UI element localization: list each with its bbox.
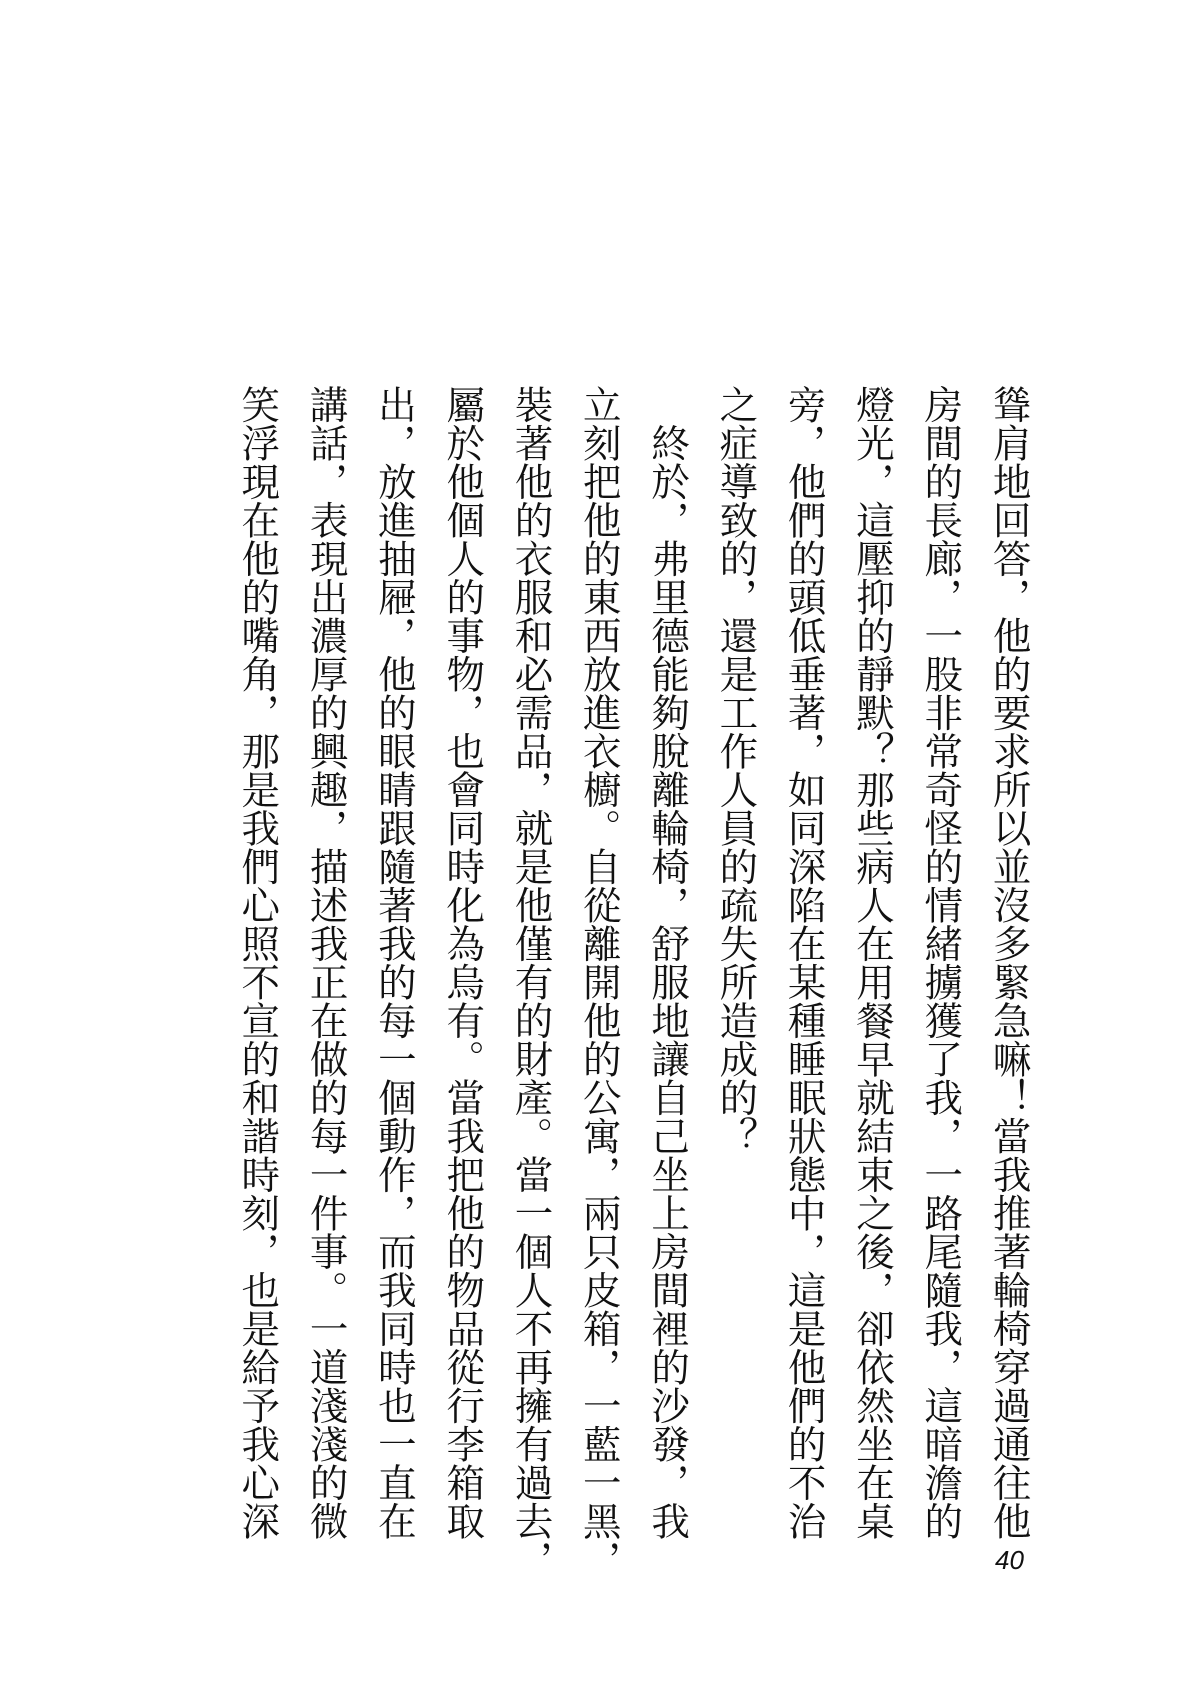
text-column: 笑浮現在他的嘴角，那是我們心照不宣的和諧時刻，也是給予我心深 [235,385,281,1540]
text-column: 立刻把他的東西放進衣櫥。自從離開他的公寓，兩只皮箱，一藍一黑， [576,385,622,1579]
text-column: 聳肩地回答，他的要求所以並沒多緊急嘛！當我推著輪椅穿過通往他 [986,385,1032,1540]
text-column: 房間的長廊，一股非常奇怪的情緒擄獲了我，一路尾隨我，這暗澹的 [918,385,964,1540]
text-column: 燈光，這壓抑的靜默？那些病人在用餐早就結束之後，卻依然坐在桌 [849,385,895,1540]
text-column: 裝著他的衣服和必需品，就是他僅有的財產。當一個人不再擁有過去， [508,385,554,1579]
text-column: 屬於他個人的事物，也會同時化為烏有。當我把他的物品從行李箱取 [440,385,486,1540]
text-column: 旁，他們的頭低垂著，如同深陷在某種睡眠狀態中，這是他們的不治 [781,385,827,1540]
text-column: 講話，表現出濃厚的興趣，描述我正在做的每一件事。一道淺淺的微 [303,385,349,1540]
text-column: 出，放進抽屜，他的眼睛跟隨著我的每一個動作，而我同時也一直在 [371,385,417,1540]
text-column: 終於，弗里德能夠脫離輪椅，舒服地讓自己坐上房間裡的沙發，我 [645,385,691,1540]
text-column: 之症導致的，還是工作人員的疏失所造成的？ [713,385,759,1155]
page-number: 40 [995,1545,1024,1575]
